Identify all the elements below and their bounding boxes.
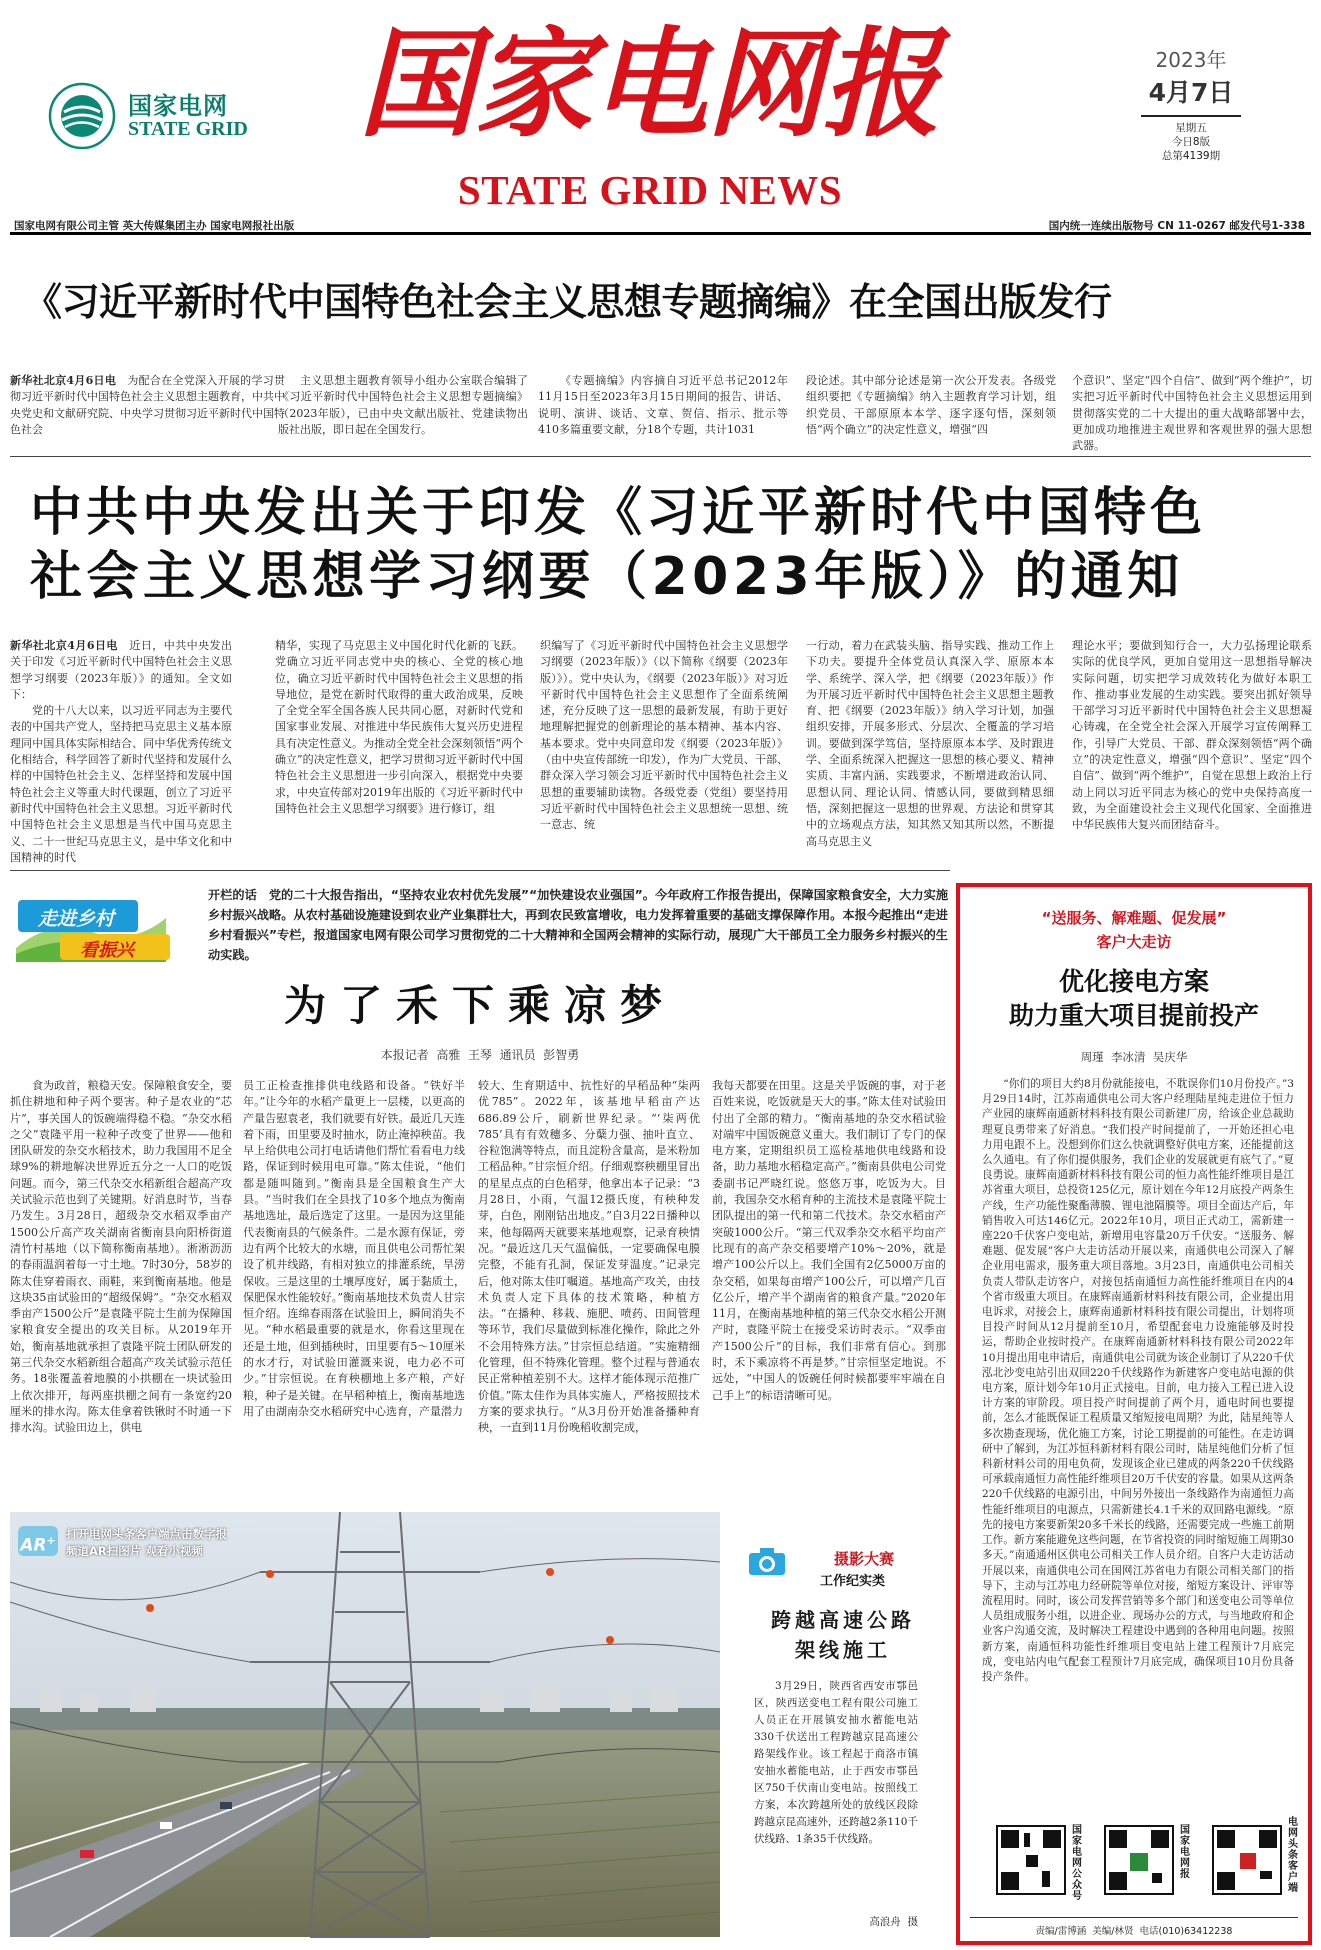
badge-line1: 走进乡村 xyxy=(38,908,115,930)
qr-label-2: 国家电网报 xyxy=(1180,1825,1190,1880)
issue-date: 4月7日 xyxy=(1148,78,1234,107)
qr-code-3[interactable] xyxy=(1212,1825,1282,1895)
badge-line2: 看振兴 xyxy=(80,940,134,961)
article2-text-2: 精华，实现了马克思主义中国化时代化新的飞跃。党确立习近平同志党中央的核心、全党的核心地位，确立习近平新时代中国特色社会主义思想的指导地位，是党在新时代取得的重大政治成果，反映了全党全军全国各族人民共同心愿，对新时代党和国家事业发展、对推进中华民族伟大复兴历史进程具有决定性意义。为推动全党全社会深刻领悟“两个确立”的决定性意义，把学习贯彻习近平新时代中国特色社会主义思想进一步引向深入，根据党中央要求，中央宣传部对2019年出版的《习近平新时代中国特色社会主义思想学习纲要》进行修订，组 xyxy=(275,639,523,815)
rural-col-1 xyxy=(10,1078,232,1556)
article2-dateline: 新华社北京4月6日电 xyxy=(10,639,118,652)
contest-sub: 工作纪实类 xyxy=(820,1574,886,1589)
column-badge xyxy=(12,888,170,962)
photo-caption-panel xyxy=(728,1512,950,1937)
article1-col-2 xyxy=(278,373,528,439)
article2-headline-line2: 社会主义思想学习纲要（2023年版）》的通知 xyxy=(30,547,1184,607)
issue-number: 总第4139期 xyxy=(1161,150,1221,162)
article2-headline-line1: 中共中央发出关于印发《习近平新时代中国特色 xyxy=(30,483,1207,543)
article1-text-4: 段论述。其中部分论述是第一次公开发表。各级党组织要把《专题摘编》纳入主题教育学习计划，组织党员、干部原原本本学、逐字逐句悟，深刻领悟“两个确立”的决定性意义，增强“四 xyxy=(806,374,1056,436)
newspaper-title-en: STATE GRID NEWS xyxy=(457,167,843,213)
article2-col-2 xyxy=(275,638,523,844)
qr-code-2[interactable] xyxy=(1104,1825,1174,1895)
caption-title-2: 架线施工 xyxy=(795,1638,891,1662)
sidebar-customer-visit xyxy=(956,883,1312,1945)
article1-text-5: 个意识”、坚定“四个自信”、做到“两个维护”，切实把习近平新时代中国特色社会主义思想运用到贯彻落实党的二十大提出的重大战略部署中去，更加成功地推进主观世界和客观世界的强大思想武器。 xyxy=(1072,374,1312,453)
qr-label-3: 电网头条客户端 xyxy=(1288,1817,1298,1894)
sidebar-text: “你们的项目大约8月份就能接电，不耽误你们10月份投产。”3月29日14时，江苏南通供电公司大客户经理陆星纯走进位于恒力产业园的康辉南通新材料科技有限公司新建厂房，给该企业总裁助理夏良勇带来了好消息。“我们投产时间提前了，一开始还担心电力用电跟不上。没想到你们这么快就调整好供电方案，还能提前这么久通电。有了你们提供服务，我们企业的发展就更有底气了。”夏良勇说。康辉南通新材料科技有限公司的恒力高性能纤维项目是江苏省重大项目，总投资125亿元，原计划在今年12月底投产两条生产线，生产功能性聚酯薄膜、锂电池隔膜等。项目全面达产后，年销售收入可达146亿元。2022年10月，项目正式动工，需新建一座220千伏客户变电站，新增用电容量20万千伏安。“送服务、解难题、促发展”客户大走访活动开展以来，南通供电公司深入了解企业用电需求，服务重大项目落地。3月23日，南通供电公司相关负责人带队走访客户，对接包括南通恒力高性能纤维项目在内的4个省市级重大项目。在康辉南通新材料科技有限公司，企业提出用电诉求，对接会上，康辉南通新材料科技有限公司提出，计划将项目投产时间从12月提前至10月，希望配套电力设施能够及时投运，帮助企业按时投产。在康辉南通新材料科技有限公司2022年10月提出用电申请后，南通供电公司就为该企业制订了从220千伏泓北沙变电站引出双回220千伏线路作为新建客户变电站电源的供电方案，原计划今年10月正式接电。目前，电力接入工程已进入设计方案的审阶段。项目投产时间提前了两个月，通电时间也要提前，怎么才能既保证工程质量又缩短接电周期？为此，陆星纯等人多次勘查现场，优化施工方案，讨论工期提前的可能性。在走访调研中了解到，为江苏恒科新材料有限公司时，陆星纯他们分析了恒科新材料公司的用电负荷，发现该企业已建成的两条220千伏线路可承载南通恒力高性能纤维项目20万千伏安的容量。如果从这两条220千伏线路的电源引出，中间另外接出一条线路作为南通恒力高性能纤维项目的电源点，只需新建长4.1千米的双回路电源线。“原先的接电方案要新架20多千米长的线路，还需要完成一些施工前期工作。新方案能避免这些问题，在节省投资的同时缩短施工周期30多天。”南通通州区供电公司相关工作人员介绍。自客户大走访活动开展以来，南通供电公司在国网江苏省电力有限公司相关部门的指导下，主动与江苏电力经研院等单位对接，缩短方案设计、评审等流程用时。同时，该公司发挥营销等多个部门和送变电公司等单位人员组成服务小组，以进企业、现场办公的方式，与当地政府和企业客户沟通交流，及时解决工程建设中遇到的各种用电问题。按照新方案，南通恒科功能性纤维项目变电站上建工程预计7月底完成，变电站内电气配套工程预计7月底完成，确保项目10月份具备投产条件。 xyxy=(982,1078,1294,1683)
ar-label: AR xyxy=(20,1535,47,1556)
article2-text-4: 一行动，着力在武装头脑、指导实践、推动工作上下功夫。要提升全体党员认真深入学、原原本本学、系统学、深入学，把《纲要（2023年版）》作为开展习近平新时代中国特色社会主义思想主题教育、把《纲要（2023年版）》纳入学习计划，加强组织安排，开展多形式、分层次、全覆盖的学习培训。要做到深学笃信，坚持原原本本学、及时跟进学、全面系统深入把握这一思想的核心要义、精神实质、丰富内涵、实践要求，不断增进政治认同、思想认同、理论认同、情感认同，要做到精思细悟，深刻把握这一思想的世界观、方法论和贯穿其中的立场观点方法，知其然又知其所以然，不断提高马克思主义 xyxy=(806,639,1054,848)
article1-text-1: 为配合在全党深入开展的学习贯彻习近平新时代中国特色社会主义思想主题教育，中共中央党史和文献研究院、中央学习贯彻习近平新时代中国特色社会 xyxy=(10,374,285,436)
caption-text: 3月29日，陕西省西安市鄠邑区，陕西送变电工程有限公司施工人员正在开展镇安抽水蓄能电站330千伏送出工程跨越京昆高速公路架线作业。该工程起于商洛市镇安抽水蓄能电站，止于西安市鄠邑区750千伏南山变电站。按照线工方案，本次跨越所处的放线区段除跨越京昆高速外，还跨越2条110千伏线路、1条35千伏线路。 xyxy=(754,1680,918,1845)
article1-headline: 《习近平新时代中国特色社会主义思想专题摘编》在全国出版发行 xyxy=(24,280,1112,324)
article2-text-5: 理论水平；要做到知行合一，大力弘扬理论联系实际的优良学风，更加自觉用这一思想指导解决实际问题，切实把学习成效转化为做好本职工作、推动事业发展的生动实践。要突出抓好领导干部学习习近平新时代中国特色社会主义思想凝心铸魂，在全党全社会深入开展学习宣传阐释工作，引导广大党员、干部、群众深刻领悟“两个确立”的决定性意义，增强“四个意识”、坚定“四个自信”、做到“两个维护”，自觉在思想上政治上行动上同以习近平同志为核心的党中央保持高度一致，为全面建设社会主义现代化国家、全面推进中华民族伟大复兴而团结奋斗。 xyxy=(1072,639,1312,832)
rural-byline: 本报记者 高雅 王琴 通讯员 彭智勇 xyxy=(380,1048,580,1062)
article1-col-1 xyxy=(10,373,285,439)
rural-text-2: 员工正检查推排供电线路和设备。“铁好半年。”让今年的水稻产量更上一层楼，以更高的产量告慰袁老，我们就要有好铁。最近几天连着下雨，田里要及时抽水，防止淹掉秧苗。我早上给供电公司打电话请他们帮忙看看电力线路，保证到时候用电可靠。”陈太佳说，“他们都是随叫随到。”衡南县是全国粮食生产大县。“当时我们在全县找了10多个地点为衡南基地选址，最后选定了这里。一是因为这里能代表衡南县的气候条件。二是水源有保证，旁边有两个比较大的水塘，而且供电公司帮忙架设了机井线路，有相对独立的排灌系统，旱涝保收。三是这里的土壤厚度好，属于黏质土，保肥保水性能较好。”衡南基地技术负责人甘宗恒介绍。连绵春雨落在试验田上，瞬间消失不见。“种水稻最重要的就是水，你看这里现在还是土地，但到插秧时，田里要有5～10厘米的水才行，对试验田灌溉来说，电力必不可少。”甘宗恒说。在育秧棚地上多产粮，产好粮，种子是关键。在早稻种植上，衡南基地选用了由湖南杂交水稻研究中心选育，产量潜力 xyxy=(243,1079,465,1418)
sponsor-line: 国家电网有限公司主管 英大传媒集团主办 国家电网报社出版 xyxy=(14,220,295,232)
intro-box xyxy=(208,885,948,965)
state-grid-logo xyxy=(48,82,116,150)
caption-title-1: 跨越高速公路 xyxy=(771,1608,915,1632)
article2-col-4 xyxy=(806,638,1054,848)
article2-col-3 xyxy=(540,638,788,844)
article2-col-5 xyxy=(1072,638,1312,844)
issue-weekday: 星期五 xyxy=(1175,122,1207,134)
qr-code-1[interactable] xyxy=(996,1825,1066,1895)
editor-credits: 责编/雷博涵 美编/林贤 电话(010)63412238 xyxy=(1035,1926,1233,1937)
article1-col-5 xyxy=(1072,373,1312,453)
issue-year: 2023年 xyxy=(1155,48,1227,72)
rural-text-3: 较大、生育期适中、抗性好的早稻品种“柒两优785”。2022年，该基地早稻亩产达686.89公斤，刷新世界纪录。“‘柒两优785’具有有效穗多、分蘖力强、抽叶直立、谷粒饱满等特点，而且淀粉含量高，是米粉加工稻品种。”甘宗恒介绍。仔细观察秧棚里冒出的星星点点的白色稻芽，他拿出本子记录：“3月28日，小雨，气温12摄氏度，有秧种发芽，白色，刚刚钻出地皮。”自3月22日播种以来，他每隔两天就要来基地观察，记录育秧情况。“最近这几天气温偏低，一定要确保电膜完整，不能有孔洞，保证发芽温度。”记录完后，他对陈太佳叮嘱道。基地高产攻关，由技术负责人定下具体的技术策略，种植方法。“在播种、移栽、施肥、喷药、田间管理等环节，我们尽量做到标准化操作，除此之外不会用特殊方法。”甘宗恒总结道。“实施精细化管理，但不特殊化管理。整个过程与普通农民正常种植差别不大。这样才能体现示范推广价值。”陈太佳作为具体实施人，严格按照技术方案的要求执行。“从3月份开始准备播种育秧，一直到11月份晚稻收割完成， xyxy=(478,1079,700,1435)
sidebar-headline-2: 助力重大项目提前投产 xyxy=(1008,1001,1259,1030)
newspaper-title-cn: 国家电网报 xyxy=(357,14,938,153)
photographer: 高浪舟 摄 xyxy=(869,1916,918,1928)
sidebar-kicker: “送服务、解难题、促发展” xyxy=(1041,909,1227,927)
logo-cn: 国家电网 xyxy=(128,92,228,120)
article1-dateline: 新华社北京4月6日电 xyxy=(10,374,117,387)
rural-text-1: 食为政首，粮稳天安。保障粮食安全，要抓住耕地和种子两个要害。种子是农业的“芯片”，事关国人的饭碗端得稳不稳。“杂交水稻之父”袁隆平用一粒种子改变了世界——他和团队研发的杂交水稻技术，助力我国用不足全球9%的耕地解决世界近五分之一人口的吃饭问题。而今，第三代杂交水稻新组合超高产攻关试验示范也到了关键期。好消息时节，当春乃发生。3月28日，超级杂交水稻双季亩产1500公斤高产攻关湖南省衡南县向阳桥街道清竹村基地（以下简称衡南基地）。淅淅沥沥的春雨温润着每一寸土地。7时30分，58岁的陈太佳穿着雨衣、雨鞋，来到衡南基地。他是这块35亩试验田的“超级保姆”。“杂交水稻双季亩产1500公斤”是袁隆平院士生前为保障国家粮食安全提出的攻关目标。从2019年开始，衡南基地就承担了袁隆平院士团队研发的第三代杂交水稻新组合超高产攻关试验示范任务。18张覆盖着地膜的小拱棚在一块试验田上依次排开，每两座拱棚之间有一条宽约20厘米的排水沟。陈太佳拿着铁锹时不时通一下排水沟。试验田边上，供电 xyxy=(10,1079,232,1435)
contest-title: 摄影大赛 xyxy=(834,1550,895,1568)
serial-line: 国内统一连续出版物号 CN 11-0267 邮发代号1-338 xyxy=(1048,220,1305,232)
camera-icon xyxy=(748,1546,786,1576)
logo-en: STATE GRID xyxy=(128,118,248,140)
sidebar-byline: 周瑾 李冰清 吴庆华 xyxy=(1080,1050,1188,1064)
ar-hint-line1: 打开电网头条客户端点击数字报 xyxy=(66,1527,227,1541)
ar-hint-line2: 频道AR扫图片 观看小视频 xyxy=(66,1544,203,1558)
intro-text: 党的二十大报告指出，“坚持农业农村优先发展”“加快建设农业强国”。今年政府工作报告提出，保障国家粮食安全，大力实施乡村振兴战略。从农村基础设施建设到农业产业集群壮大，再到农民致富增收，电力发挥着重要的基础支撑保障作用。本报今起推出“走进乡村看振兴”专栏，报道国家电网有限公司学习贯彻党的二十大精神和全国两会精神的实际行动，展现广大干部员工全力服务乡村振兴的生动实践。 xyxy=(208,888,949,962)
rural-headline: 为了禾下乘凉梦 xyxy=(283,981,676,1030)
article1-text-2: 主义思想主题教育领导小组办公室联合编辑了《习近平新时代中国特色社会主义思想专题摘编》（2023年版），已由中央文献出版社、党建读物出版社出版，即日起在全国发行。 xyxy=(278,374,528,436)
article2-col-1 xyxy=(10,638,233,864)
article2-text-1a: 近日，中共中央发出关于印发《习近平新时代中国特色社会主义思想学习纲要（2023年版）》的通知。全文如下： xyxy=(10,639,233,701)
intro-lead: 开栏的话 xyxy=(208,888,257,902)
qr-label-1: 国家电网公众号 xyxy=(1072,1825,1082,1902)
article1-text-3: 《专题摘编》内容摘自习近平总书记2012年11月15日至2023年3月15日期间的报告、讲话、说明、演讲、谈话、文章、贺信、指示、批示等410多篇重要文献，分18个专题，共计1031 xyxy=(538,374,788,436)
sidebar-kicker-sub: 客户大走访 xyxy=(1096,933,1172,951)
rural-col-3 xyxy=(478,1078,700,1556)
article1-col-3 xyxy=(538,373,788,439)
rural-col-2 xyxy=(243,1078,465,1556)
sidebar-body xyxy=(982,1077,1294,1687)
ar-badge[interactable]: AR+ xyxy=(18,1526,58,1556)
article1-col-4 xyxy=(806,373,1056,439)
issue-pages: 今日8版 xyxy=(1171,136,1211,148)
article2-text-1b: 党的十八大以来，以习近平同志为主要代表的中国共产党人，坚持把马克思主义基本原理同中国具体实际相结合、同中华优秀传统文化相结合，科学回答了新时代坚持和发展什么样的中国特色社会主义、怎样坚持和发展中国特色社会主义等重大时代课题，创立了习近平新时代中国特色社会主义思想。习近平新时代中国特色社会主义思想是当代中国马克思主义、二十一世纪马克思主义，是中华文化和中国精神的时代 xyxy=(10,704,232,864)
rural-col-4 xyxy=(712,1078,946,1556)
rural-text-4: 我每天都要在田里。这是关乎饭碗的事，对于老百姓来说，吃饭就是天大的事。”陈太佳对试验田付出了全部的精力。“衡南基地的杂交水稻试验对端牢中国饭碗意义重大。我们制订了专门的保电方案，定期组织员工巡检基地供电线路和设备，助力基地水稻稳定高产。”衡南县供电公司党委副书记严晓红说。悠悠万事，吃饭为大。目前，我国杂交水稻育种的主流技术是袁隆平院士团队提出的第一代和第二代技术。杂交水稻亩产突破1000公斤。“第三代双季杂交水稻平均亩产比现有的高产杂交稻要增产10%～20%，就是增产100公斤以上。我们全国有2亿5000万亩的杂交稻，如果每亩增产100公斤，可以增产几百亿公斤，增产半个湖南省的粮食产量。”2020年11月，在衡南基地种植的第三代杂交水稻公开测产时，袁隆平院士在接受采访时表示。“双季亩产1500公斤”的目标，我们非常有信心。到那时，禾下乘凉将不再是梦。”甘宗恒坚定地说。不远处，“中国人的饭碗任何时候都要牢牢端在自己手上”的标语清晰可见。 xyxy=(712,1079,946,1402)
sidebar-headline-1: 优化接电方案 xyxy=(1058,967,1209,996)
construction-photo xyxy=(10,1512,720,1937)
article2-text-3: 织编写了《习近平新时代中国特色社会主义思想学习纲要（2023年版）》（以下简称《纲要（2023年版）》）。党中央认为，《纲要（2023年版）》对习近平新时代中国特色社会主义思想作了全面系统阐述，充分反映了这一思想的最新发展，有助于更好地理解把握党的创新理论的基本精神、基本内容、基本要求。党中央同意印发《纲要（2023年版）》（由中央宣传部统一印发），作为广大党员、干部、群众深入学习领会习近平新时代中国特色社会主义思想的重要辅助读物。各级党委（党组）要坚持用习近平新时代中国特色社会主义思想统一思想、统一意志、统 xyxy=(540,639,788,832)
ar-hint xyxy=(66,1526,227,1560)
date-box xyxy=(1126,44,1256,163)
